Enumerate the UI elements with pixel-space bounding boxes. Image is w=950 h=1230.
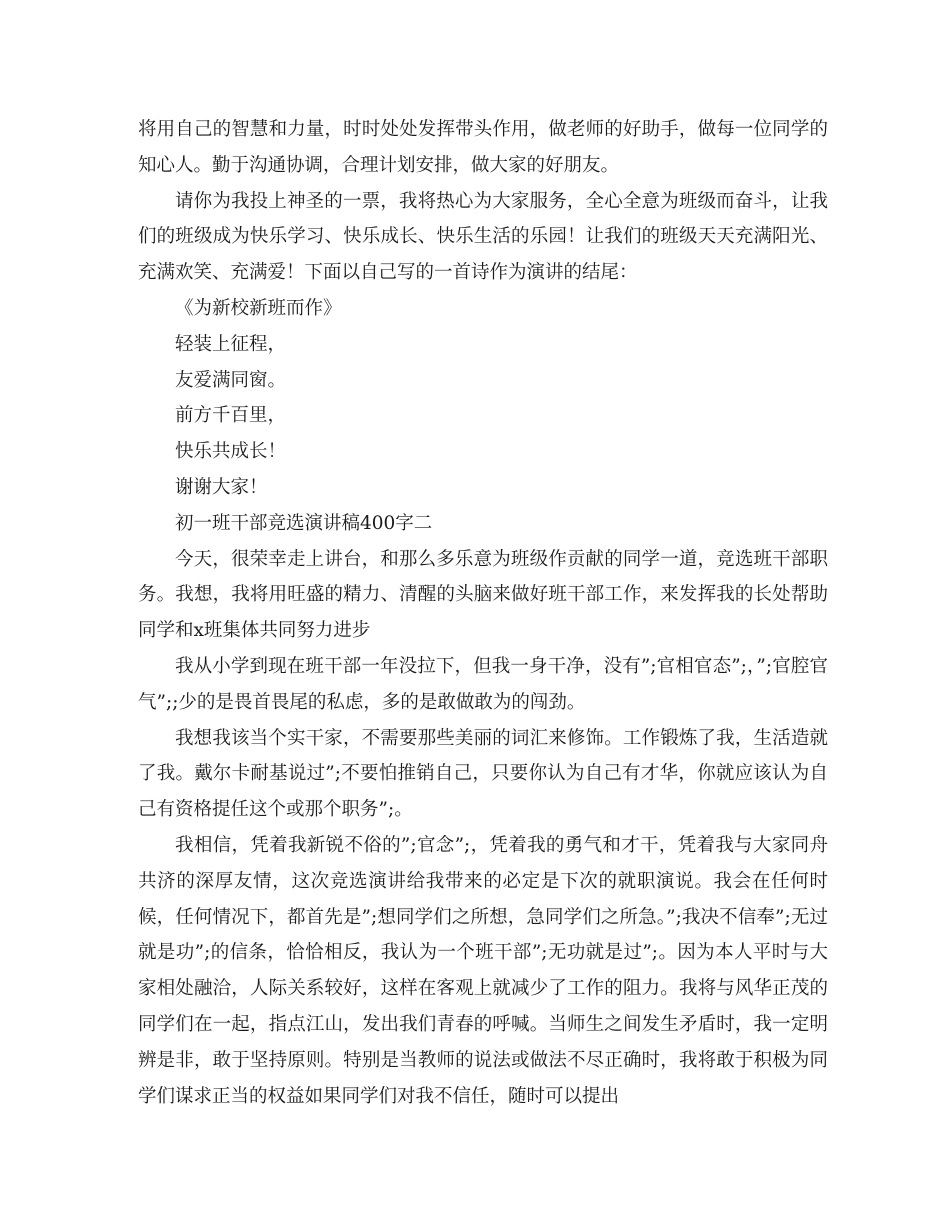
poem-line-1: 轻装上征程， bbox=[175, 333, 287, 355]
poem-line-3: 前方千百里， bbox=[175, 405, 287, 427]
poem-line-4: 快乐共成长！ bbox=[175, 441, 287, 463]
poem-line-2: 友爱满同窗。 bbox=[175, 369, 287, 391]
paragraph-introduction: 今天，很荣幸走上讲台，和那么多乐意为班级作贡献的同学一道，竞选班干部职务。我想，我将用旺盛的精力、清醒的头脑来做好班干部工作，来发挥我的长处帮助同学和x班集体共同努力进步 bbox=[138, 548, 828, 642]
paragraph-belief: 我相信，凭着我新锐不俗的”;官念”;，凭着我的勇气和才干，凭着我与大家同舟共济的深厚友情，这次竞选演讲给我带来的必定是下次的就职演说。我会在任何时候，任何情况下，都首先是”;想同学们之所想，急同学们之所急。”;我决不信奉”;无过就是功”;的信条，恰恰相反，我认为一个班干部”;无功就是过”;。因为本人平时与大家相处融洽，人际关系较好，这样在客观上就减少了工作的阻力。我将与风华正茂的同学们在一起，指点江山，发出我们青春的呼喊。当师生之间发生矛盾时，我一定明辨是非，敢于坚持原则。特别是当教师的说法或做法不尽正确时，我将敢于积极为同学们谋求正当的权益如果同学们对我不信任，随时可以提出 bbox=[138, 834, 828, 1107]
paragraph-experience: 我从小学到现在班干部一年没拉下，但我一身干净，没有”;官相官态”;，”;官腔官气”;;少的是畏首畏尾的私虑，多的是敢做敢为的闯劲。 bbox=[138, 655, 828, 713]
poem-title: 《为新校新班而作》 bbox=[175, 297, 342, 319]
section-heading: 初一班干部竞选演讲稿400字二 bbox=[175, 512, 433, 534]
paragraph-practical: 我想我该当个实干家，不需要那些美丽的词汇来修饰。工作锻炼了我，生活造就了我。戴尔卡耐基说过”;不要怕推销自己，只要你认为自己有才华，你就应该认为自己有资格提任这个或那个职务”;。 bbox=[138, 727, 828, 821]
paragraph-continuation: 将用自己的智慧和力量，时时处处发挥带头作用，做老师的好助手，做每一位同学的知心人。勤于沟通协调，合理计划安排，做大家的好朋友。 bbox=[138, 119, 828, 176]
paragraph-vote-request: 请你为我投上神圣的一票，我将热心为大家服务，全心全意为班级而奋斗，让我们的班级成为快乐学习、快乐成长、快乐生活的乐园！让我们的班级天天充满阳光、充满欢笑、充满爱！下面以自己写的一首诗作为演讲的结尾： bbox=[138, 190, 828, 284]
document-body bbox=[138, 112, 828, 1114]
closing-thanks: 谢谢大家！ bbox=[175, 476, 268, 498]
